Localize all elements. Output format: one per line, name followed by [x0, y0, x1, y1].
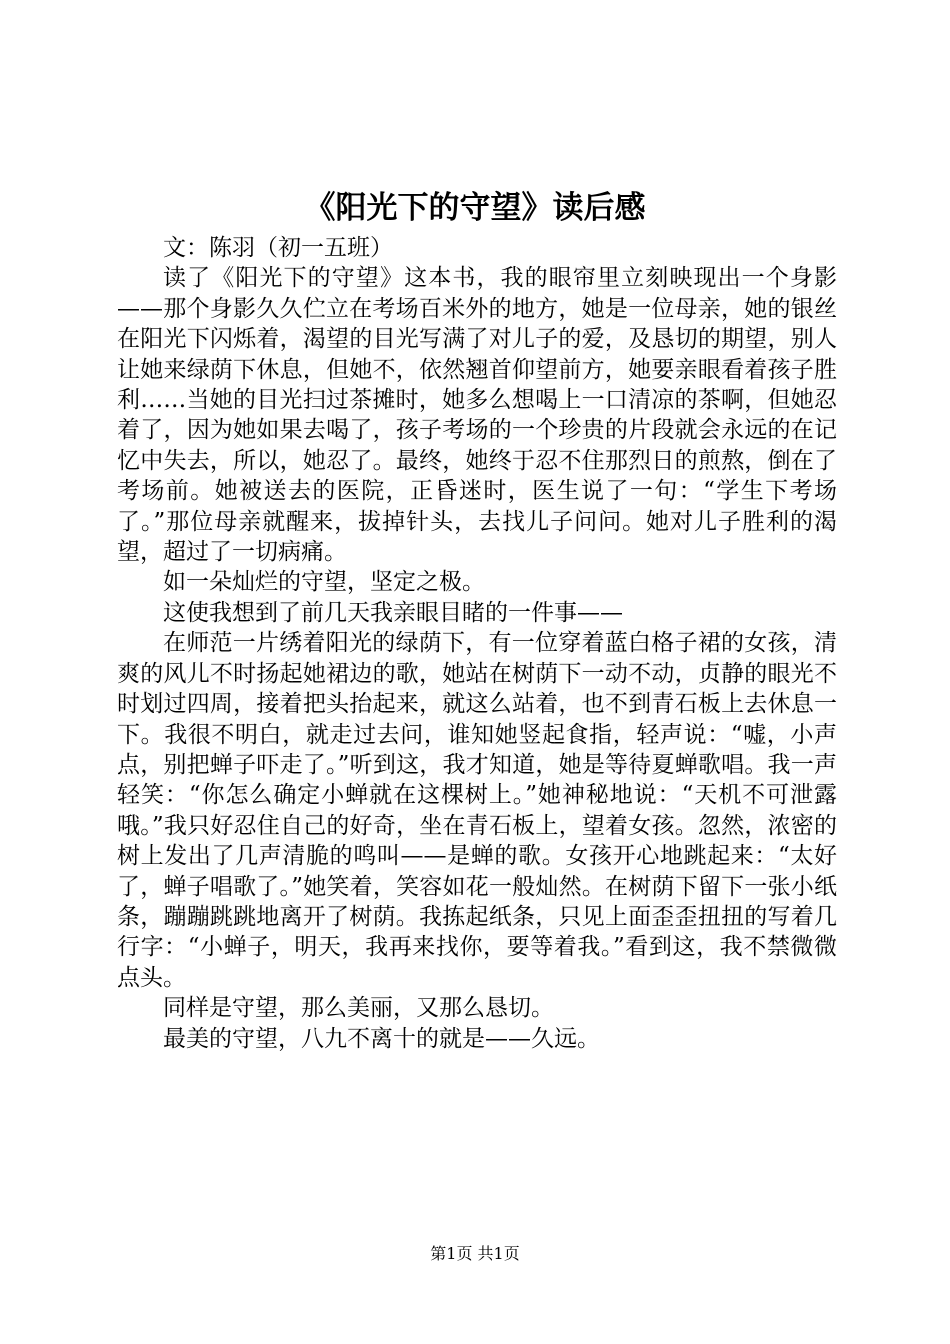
- paragraph-1: 读了《阳光下的守望》这本书，我的眼帘里立刻映现出一个身影——那个身影久久伫立在考场百米外的地方，她是一位母亲，她的银丝在阳光下闪烁着，渴望的目光写满了对儿子的爱，及恳切的期望，别人让她来绿荫下休息，但她不，依然翘首仰望前方，她要亲眼看着孩子胜利……当她的目光扫过茶摊时，她多么想喝上一口清凉的茶啊，但她忍着了，因为她如果去喝了，孩子考场的一个珍贵的片段就会永远的在记忆中失去，所以，她忍了。最终，她终于忍不住那烈日的煎熬，倒在了考场前。她被送去的医院，正昏迷时，医生说了一句：“学生下考场了。”那位母亲就醒来，拔掉针头，去找儿子问问。她对儿子胜利的渴望，超过了一切病痛。: [117, 265, 837, 566]
- page-footer: 第1页 共1页: [430, 1244, 520, 1263]
- paragraph-4: 在师范一片绣着阳光的绿荫下，有一位穿着蓝白格子裙的女孩，清爽的风儿不时扬起她裙边的歌，她站在树荫下一动不动，贞静的眼光不时划过四周，接着把头抬起来，就这么站着，也不到青石板上去休息一下。我很不明白，就走过去问，谁知她竖起食指，轻声说：“嘘，小声点，别把蝉子吓走了。”听到这，我才知道，她是等待夏蝉歌唱。我一声轻笑：“你怎么确定小蝉就在这棵树上。”她神秘地说：“天机不可泄露哦。”我只好忍住自己的好奇，坐在青石板上，望着女孩。忽然，浓密的树上发出了几声清脆的鸣叫——是蝉的歌。女孩开心地跳起来：“太好了，蝉子唱歌了。”她笑着，笑容如花一般灿然。在树荫下留下一张小纸条，蹦蹦跳跳地离开了树荫。我拣起纸条，只见上面歪歪扭扭的写着几行字：“小蝉子，明天，我再来找你，要等着我。”看到这，我不禁微微点头。: [117, 630, 837, 991]
- paragraph-3: 这使我想到了前几天我亲眼目睹的一件事——: [163, 599, 623, 626]
- document-title: 《阳光下的守望》读后感: [304, 190, 646, 226]
- document-body: [117, 233, 837, 1054]
- paragraph-5: 同样是守望，那么美丽，又那么恳切。: [163, 995, 554, 1022]
- paragraph-6: 最美的守望，八九不离十的就是——久远。: [163, 1025, 600, 1052]
- paragraph-2: 如一朵灿烂的守望，坚定之极。: [163, 569, 485, 596]
- author-line: 文：陈羽（初一五班）: [163, 235, 393, 261]
